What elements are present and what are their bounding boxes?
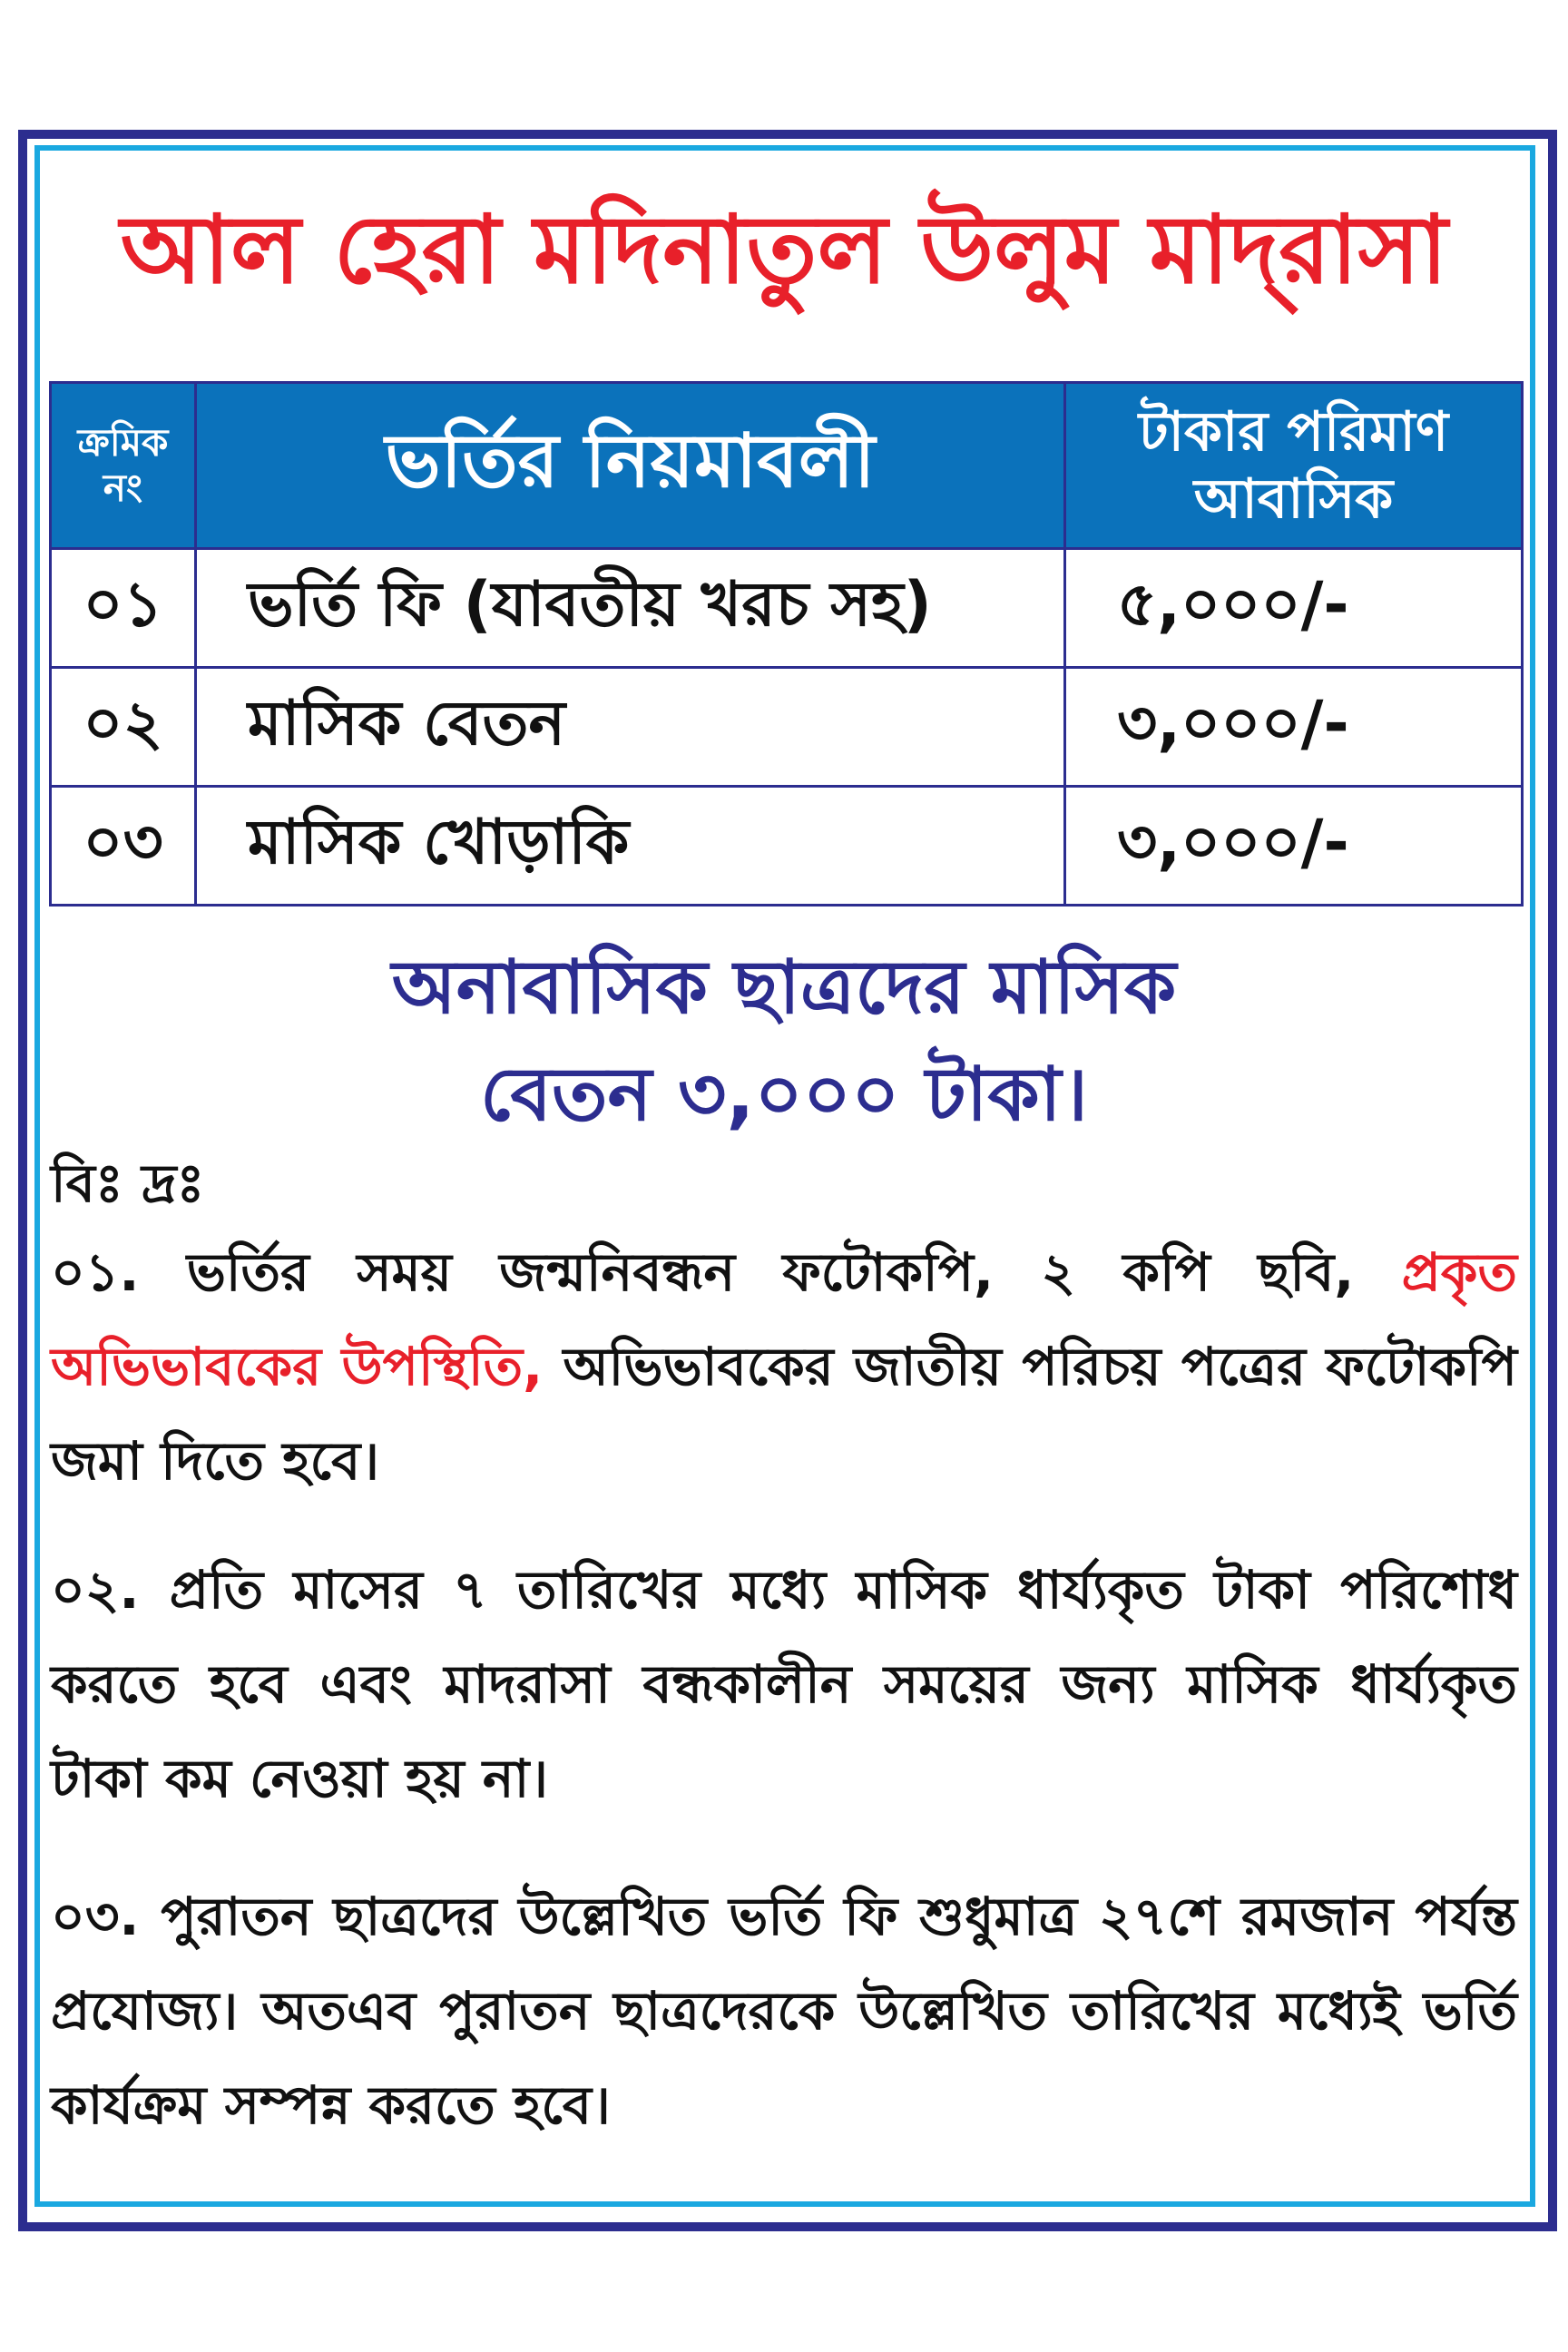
admission-fee-table — [49, 381, 1524, 906]
row-amount: ৩,০০০/- — [1065, 668, 1523, 787]
header-rules: ভর্তির নিয়মাবলী — [196, 383, 1065, 549]
row-serial: ০৩ — [51, 787, 196, 906]
note-1-text: ০১. ভর্তির সময় জন্মনিবন্ধন ফটোকপি, ২ কপি ছবি, — [51, 1241, 1402, 1303]
note-1 — [51, 1225, 1517, 1508]
row-amount: ৫,০০০/- — [1065, 549, 1523, 668]
notes-heading: বিঃ দ্রঃ — [51, 1152, 205, 1214]
note-2: ০২. প্রতি মাসের ৭ তারিখের মধ্যে মাসিক ধার্য্যকৃত টাকা পরিশোধ করতে হবে এবং মাদরাসা বন্ধকালীন সময়ের জন্য মাসিক ধার্য্যকৃত টাকা কম নেওয়া হয় না। — [51, 1559, 1517, 1809]
notice-line2: বেতন ৩,০০০ টাকা। — [480, 1052, 1088, 1138]
table-header-row — [51, 383, 1523, 549]
note-3: ০৩. পুরাতন ছাত্রদের উল্লেখিত ভর্তি ফি শুধুমাত্র ২৭শে রমজান পর্যন্ত প্রযোজ্য। অতএব পুরাতন ছাত্রদেরকে উল্লেখিত তারিখের মধ্যেই ভর্তি কার্যক্রম সম্পন্ন করতে হবে। — [51, 1886, 1517, 2136]
row-amount: ৩,০০০/- — [1065, 787, 1523, 906]
row-item: মাসিক বেতন — [196, 668, 1065, 787]
row-serial: ০১ — [51, 549, 196, 668]
madrasa-title: আল হেরা মদিনাতুল উলুম মাদ্‌রাসা — [120, 194, 1448, 305]
header-amount — [1065, 383, 1523, 549]
notice-line1: অনাবাসিক ছাত্রদের মাসিক — [391, 945, 1177, 1031]
header-amount-line2: আবাসিক — [1193, 467, 1394, 531]
row-item: মাসিক খোড়াকি — [196, 787, 1065, 906]
table-row — [51, 668, 1523, 787]
table-row — [51, 787, 1523, 906]
note-1-text-cont: অভিভাবকের জাতীয় পরিচয় পত্রের ফটোকপি জমা দিতে হবে। — [51, 1336, 1518, 1492]
header-serial-line2: নং — [103, 466, 143, 510]
note-1-highlight: প্রকৃত অভিভাবকের উপস্থিতি, — [51, 1241, 1517, 1397]
row-item: ভর্তি ফি (যাবতীয় খরচ সহ) — [196, 549, 1065, 668]
non-resident-fee-notice — [36, 935, 1532, 1149]
row-serial: ০২ — [51, 668, 196, 787]
table-row — [51, 549, 1523, 668]
header-serial — [51, 383, 196, 549]
header-serial-line1: ক্রমিক — [77, 420, 169, 465]
header-amount-line1: টাকার পরিমাণ — [1138, 400, 1449, 464]
